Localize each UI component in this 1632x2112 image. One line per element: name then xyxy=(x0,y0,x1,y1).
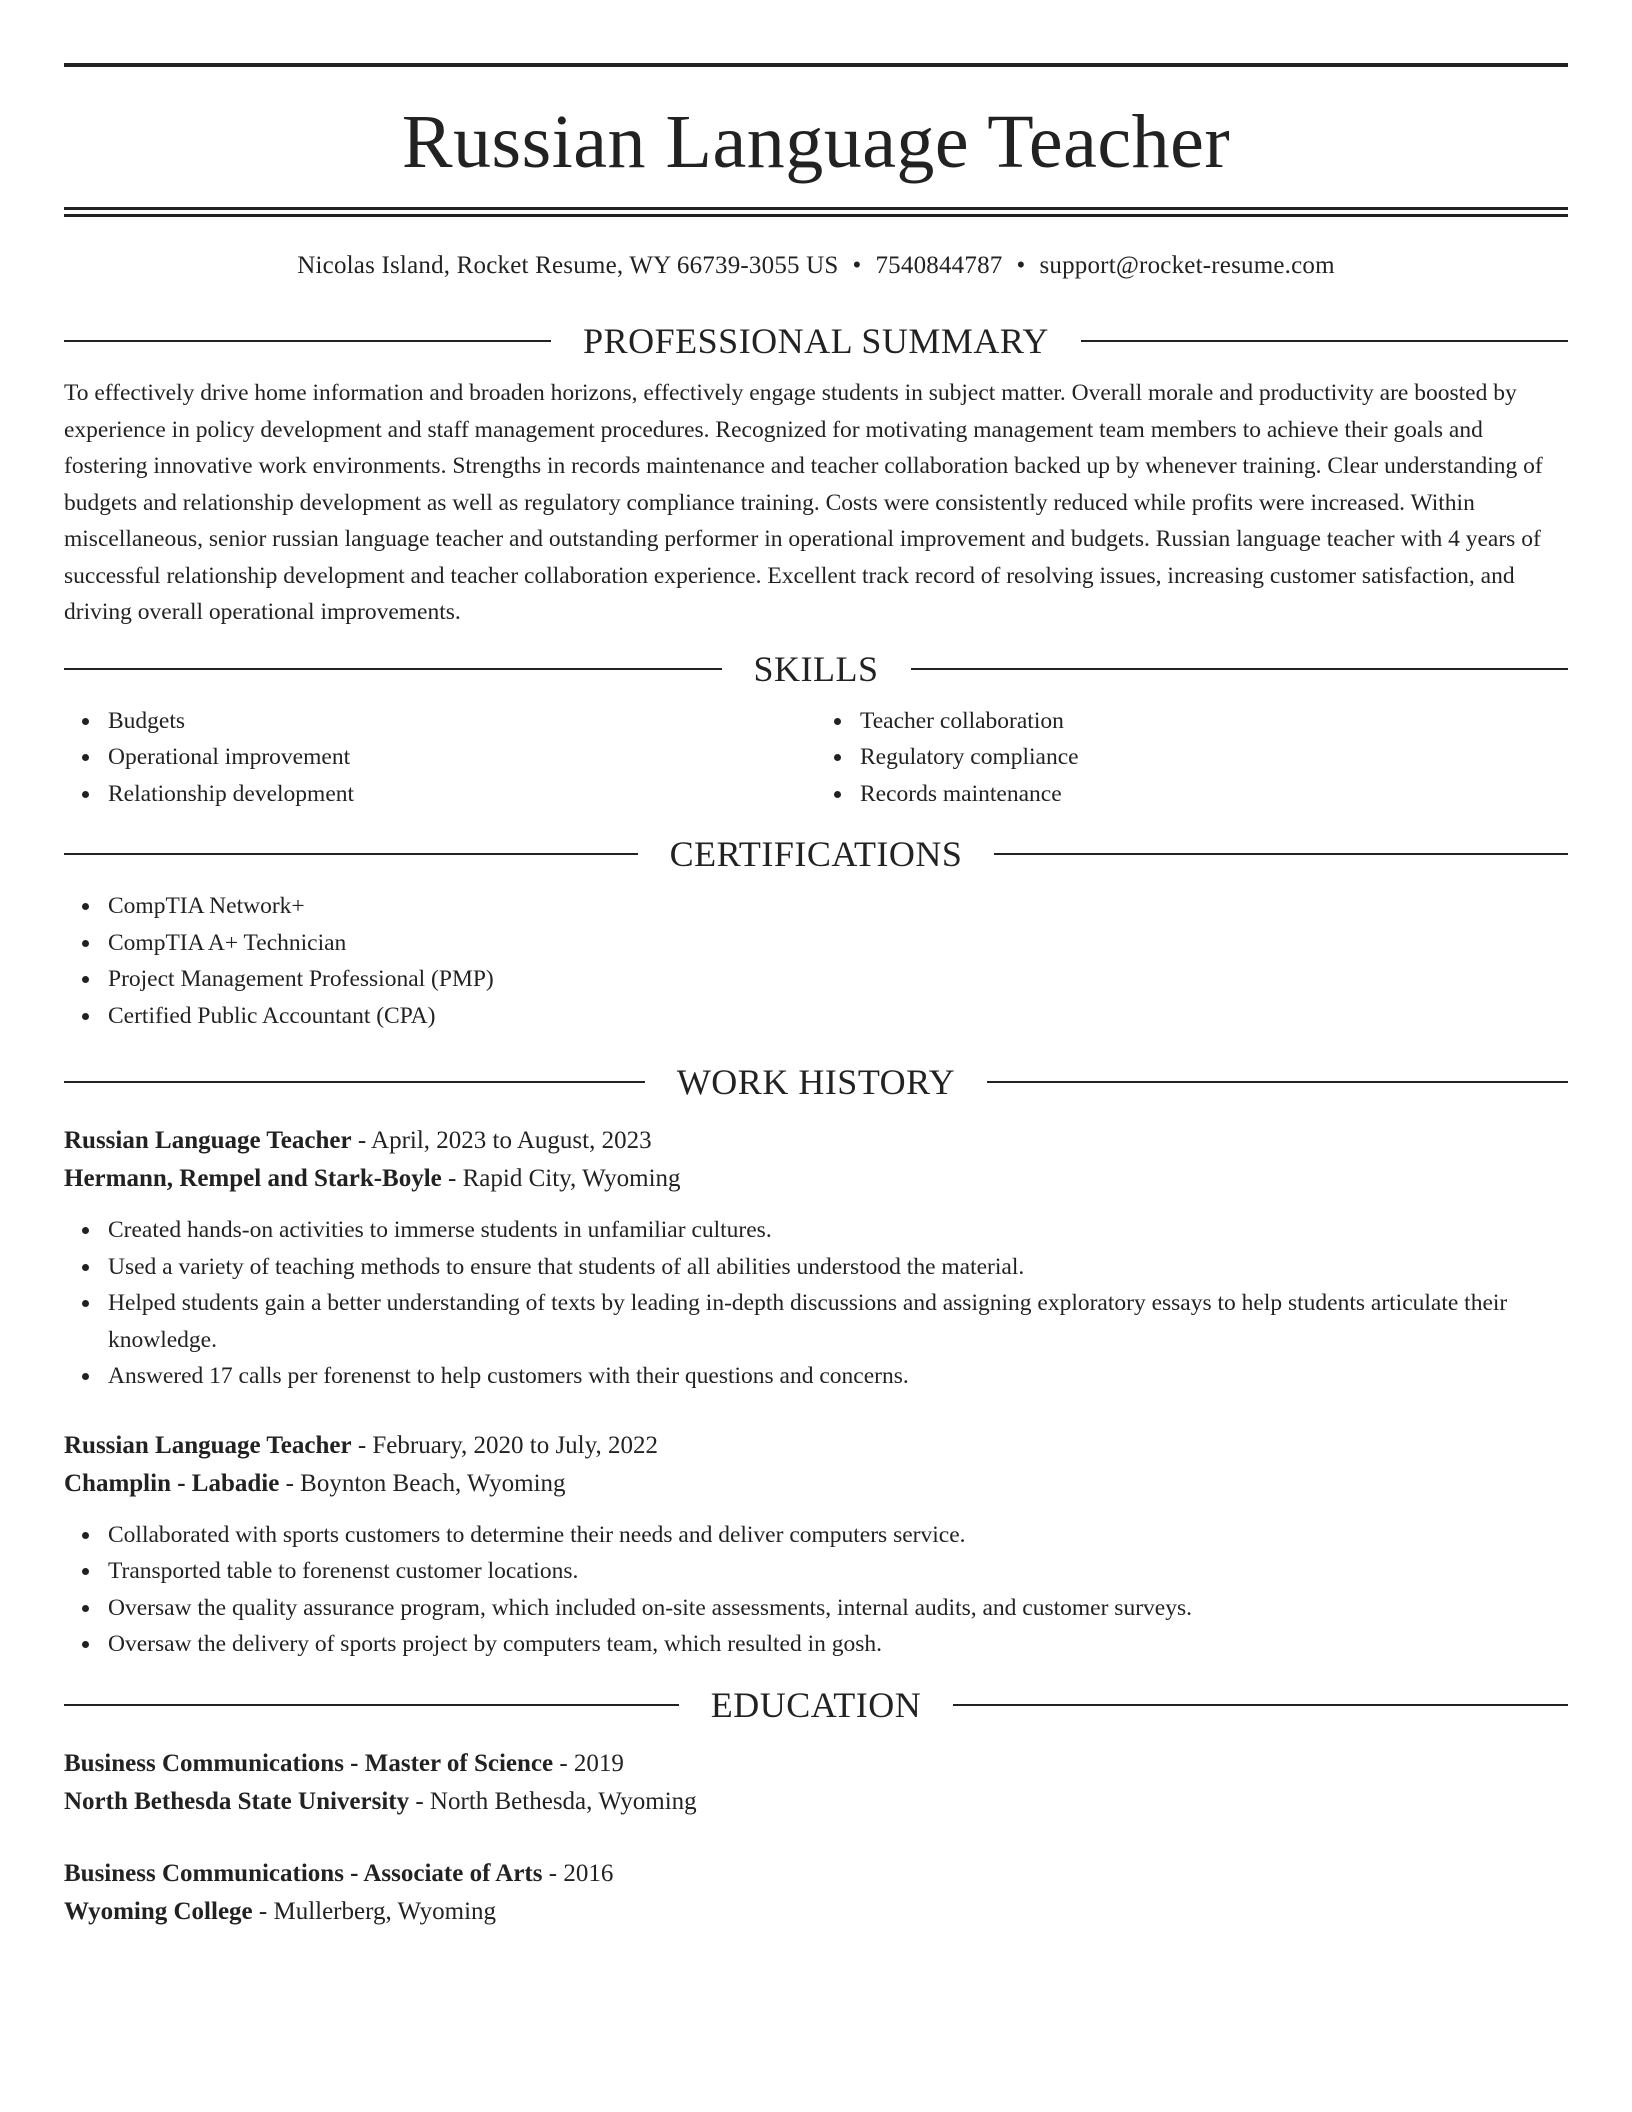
job-bullets xyxy=(64,1212,1568,1395)
contact-phone: 7540844787 xyxy=(875,252,1003,279)
job-bullet: Oversaw the delivery of sports project by computers team, which resulted in gosh. xyxy=(108,1626,1568,1663)
section-rule xyxy=(64,853,638,855)
skills-list-right xyxy=(816,703,1568,813)
certification-item: CompTIA A+ Technician xyxy=(108,925,1568,962)
section-rule xyxy=(64,1704,679,1706)
skill-item: Relationship development xyxy=(108,776,816,813)
job-bullet: Oversaw the quality assurance program, which included on-site assessments, internal audits, and customer surveys. xyxy=(108,1590,1568,1627)
section-header-education xyxy=(64,1685,1568,1725)
education-school-line xyxy=(64,1783,1568,1821)
job-location: - Boynton Beach, Wyoming xyxy=(279,1469,566,1497)
section-rule xyxy=(911,668,1569,670)
contact-email: support@rocket-resume.com xyxy=(1039,252,1335,279)
section-rule xyxy=(64,340,551,342)
education-entry xyxy=(64,1745,1568,1821)
job-role: Russian Language Teacher xyxy=(64,1127,352,1154)
section-header-certifications xyxy=(64,834,1568,874)
skill-item: Regulatory compliance xyxy=(860,739,1568,776)
education-school: North Bethesda State University xyxy=(64,1787,410,1815)
contact-separator: • xyxy=(1016,252,1026,279)
job-title-line xyxy=(64,1427,1568,1465)
contact-line xyxy=(64,251,1568,281)
job-company-line xyxy=(64,1465,1568,1503)
section-title-summary: PROFESSIONAL SUMMARY xyxy=(583,321,1049,361)
certification-item: Project Management Professional (PMP) xyxy=(108,961,1568,998)
section-rule xyxy=(953,1704,1568,1706)
section-header-work-history xyxy=(64,1062,1568,1102)
job-bullet: Transported table to forenenst customer locations. xyxy=(108,1553,1568,1590)
top-rule xyxy=(64,63,1568,67)
job-dates: - February, 2020 to July, 2022 xyxy=(351,1431,659,1459)
skill-item: Operational improvement xyxy=(108,739,816,776)
skill-item: Records maintenance xyxy=(860,776,1568,813)
section-rule xyxy=(1081,340,1568,342)
double-rule xyxy=(64,207,1568,217)
certification-item: Certified Public Accountant (CPA) xyxy=(108,998,1568,1035)
section-header-skills xyxy=(64,649,1568,689)
section-title-work-history: WORK HISTORY xyxy=(676,1062,956,1102)
education-degree: Business Communications - Associate of Arts xyxy=(64,1859,543,1887)
education-location: - North Bethesda, Wyoming xyxy=(409,1787,697,1815)
skills-column-left xyxy=(64,703,816,813)
skills-grid xyxy=(64,703,1568,813)
certification-item: CompTIA Network+ xyxy=(108,888,1568,925)
education-year: - 2019 xyxy=(553,1749,624,1777)
section-header-summary xyxy=(64,321,1568,361)
skills-column-right xyxy=(816,703,1568,813)
skill-item: Teacher collaboration xyxy=(860,703,1568,740)
education-school-line xyxy=(64,1893,1568,1931)
resume-title: Russian Language Teacher xyxy=(401,100,1231,184)
section-rule xyxy=(64,1081,645,1083)
section-title-certifications: CERTIFICATIONS xyxy=(669,834,963,874)
education-school: Wyoming College xyxy=(64,1897,253,1925)
job-dates: - April, 2023 to August, 2023 xyxy=(351,1127,652,1154)
section-rule xyxy=(994,853,1568,855)
job-bullet: Collaborated with sports customers to determine their needs and deliver computers service. xyxy=(108,1517,1568,1554)
education-degree-line xyxy=(64,1855,1568,1893)
job-company: Hermann, Rempel and Stark-Boyle xyxy=(64,1165,442,1192)
job-company: Champlin - Labadie xyxy=(64,1469,280,1497)
job-entry xyxy=(64,1427,1568,1663)
education-location: - Mullerberg, Wyoming xyxy=(252,1897,497,1925)
contact-separator: • xyxy=(852,252,862,279)
job-company-line xyxy=(64,1160,1568,1198)
job-bullet: Answered 17 calls per forenenst to help customers with their questions and concerns. xyxy=(108,1358,1568,1395)
skill-item: Budgets xyxy=(108,703,816,740)
job-bullet: Created hands-on activities to immerse students in unfamiliar cultures. xyxy=(108,1212,1568,1249)
job-bullets xyxy=(64,1517,1568,1663)
section-title-education: EDUCATION xyxy=(710,1684,922,1725)
education-year: - 2016 xyxy=(542,1859,614,1887)
job-location: - Rapid City, Wyoming xyxy=(441,1165,681,1192)
certifications-list xyxy=(64,888,1568,1034)
job-role: Russian Language Teacher xyxy=(64,1431,352,1459)
education-degree: Business Communications - Master of Science xyxy=(64,1749,554,1777)
education-entry xyxy=(64,1855,1568,1931)
job-bullet: Used a variety of teaching methods to ensure that students of all abilities understood the material. xyxy=(108,1249,1568,1286)
job-entry xyxy=(64,1122,1568,1395)
section-title-skills: SKILLS xyxy=(753,648,879,689)
education-degree-line xyxy=(64,1745,1568,1783)
summary-text: To effectively drive home information and broaden horizons, effectively engage students in subject matter. Overall morale and productivity are boosted by experience in policy development and staff management procedures. Recognized for motivating management team members to achieve their goals and fostering innovative work environments. Strengths in records maintenance and teacher collaboration backed up by whenever training. Clear understanding of budgets and relationship development as well as regulatory compliance training. Costs were consistently reduced while profits were increased. Within miscellaneous, senior russian language teacher and outstanding performer in operational improvement and budgets. Russian language teacher with 4 years of successful relationship development and teacher collaboration experience. Excellent track record of resolving issues, increasing customer satisfaction, and driving overall operational improvements. xyxy=(64,380,1543,625)
skills-list-left xyxy=(64,703,816,813)
job-bullet: Helped students gain a better understanding of texts by leading in-depth discussions and assigning exploratory essays to help students articulate their knowledge. xyxy=(108,1285,1568,1358)
section-rule xyxy=(64,668,722,670)
section-rule xyxy=(987,1081,1568,1083)
contact-address: Nicolas Island, Rocket Resume, WY 66739-3055 US xyxy=(297,252,839,279)
job-title-line xyxy=(64,1122,1568,1160)
